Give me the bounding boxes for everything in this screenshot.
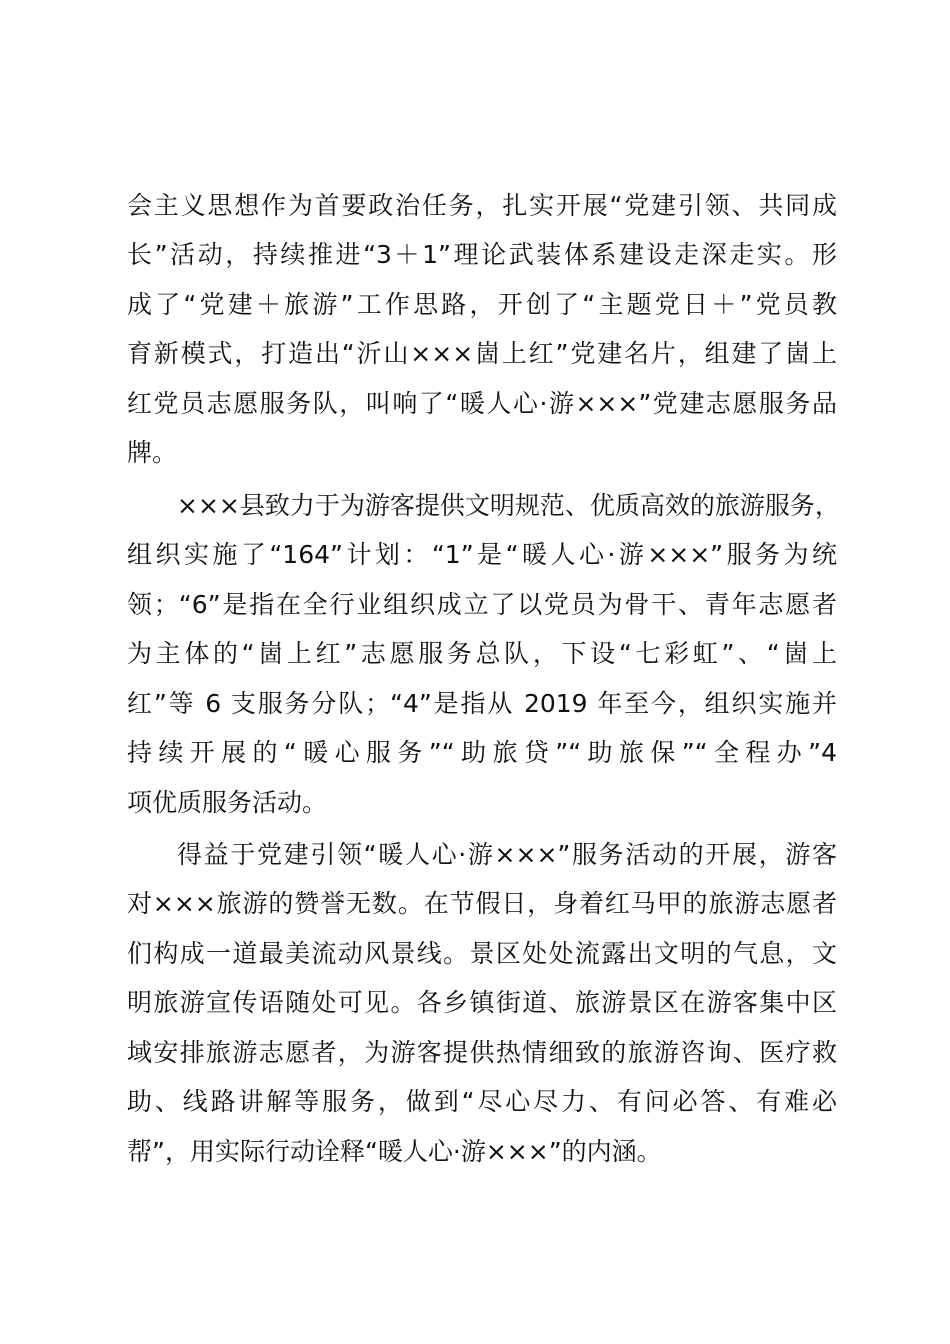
text-line: 助、线路讲解等服务，做到“尽心尽力、有问必答、有难必 bbox=[127, 1087, 837, 1116]
text-line: 组织实施了“164”计划：“1”是“暖人心·游×××”服务为统 bbox=[127, 540, 837, 569]
text-line: 育新模式，打造出“沂山×××崮上红”党建名片，组建了崮上 bbox=[127, 339, 837, 368]
text-line: 为主体的“崮上红”志愿服务总队，下设“七彩虹”、“崮上 bbox=[127, 639, 837, 668]
text-line: 们构成一道最美流动风景线。景区处处流露出文明的气息，文 bbox=[127, 939, 837, 968]
text-line: 项优质服务活动。 bbox=[127, 788, 328, 817]
text-line: 领；“6”是指在全行业组织成立了以党员为骨干、青年志愿者 bbox=[127, 590, 837, 619]
text-line: 域安排旅游志愿者，为游客提供热情细致的旅游咨询、医疗救 bbox=[127, 1038, 837, 1067]
text-line: 明旅游宣传语随处可见。各乡镇街道、旅游景区在游客集中区 bbox=[127, 988, 837, 1017]
text-line: 持续开展的“暖心服务”“助旅贷”“助旅保”“全程办”4 bbox=[127, 738, 837, 767]
text-line: 对×××旅游的赞誉无数。在节假日，身着红马甲的旅游志愿者 bbox=[127, 889, 837, 918]
text-line: 红党员志愿服务队，叫响了“暖人心·游×××”党建志愿服务品 bbox=[127, 389, 837, 418]
text-line: 红”等 6 支服务分队；“4”是指从 2019 年至今，组织实施并 bbox=[127, 689, 837, 718]
text-line: 帮”，用实际行动诠释“暖人心·游×××”的内涵。 bbox=[127, 1137, 662, 1166]
text-line: 成了“党建＋旅游”工作思路，开创了“主题党日＋”党员教 bbox=[127, 290, 837, 319]
text-line: 牌。 bbox=[127, 438, 178, 467]
text-line: 长”活动，持续推进“3＋1”理论武装体系建设走深走实。形 bbox=[127, 240, 837, 269]
text-line: 会主义思想作为首要政治任务，扎实开展“党建引领、共同成 bbox=[127, 191, 837, 220]
text-line: 得益于党建引领“暖人心·游×××”服务活动的开展，游客 bbox=[177, 840, 837, 869]
text-line: ×××县致力于为游客提供文明规范、优质高效的旅游服务， bbox=[177, 491, 840, 520]
